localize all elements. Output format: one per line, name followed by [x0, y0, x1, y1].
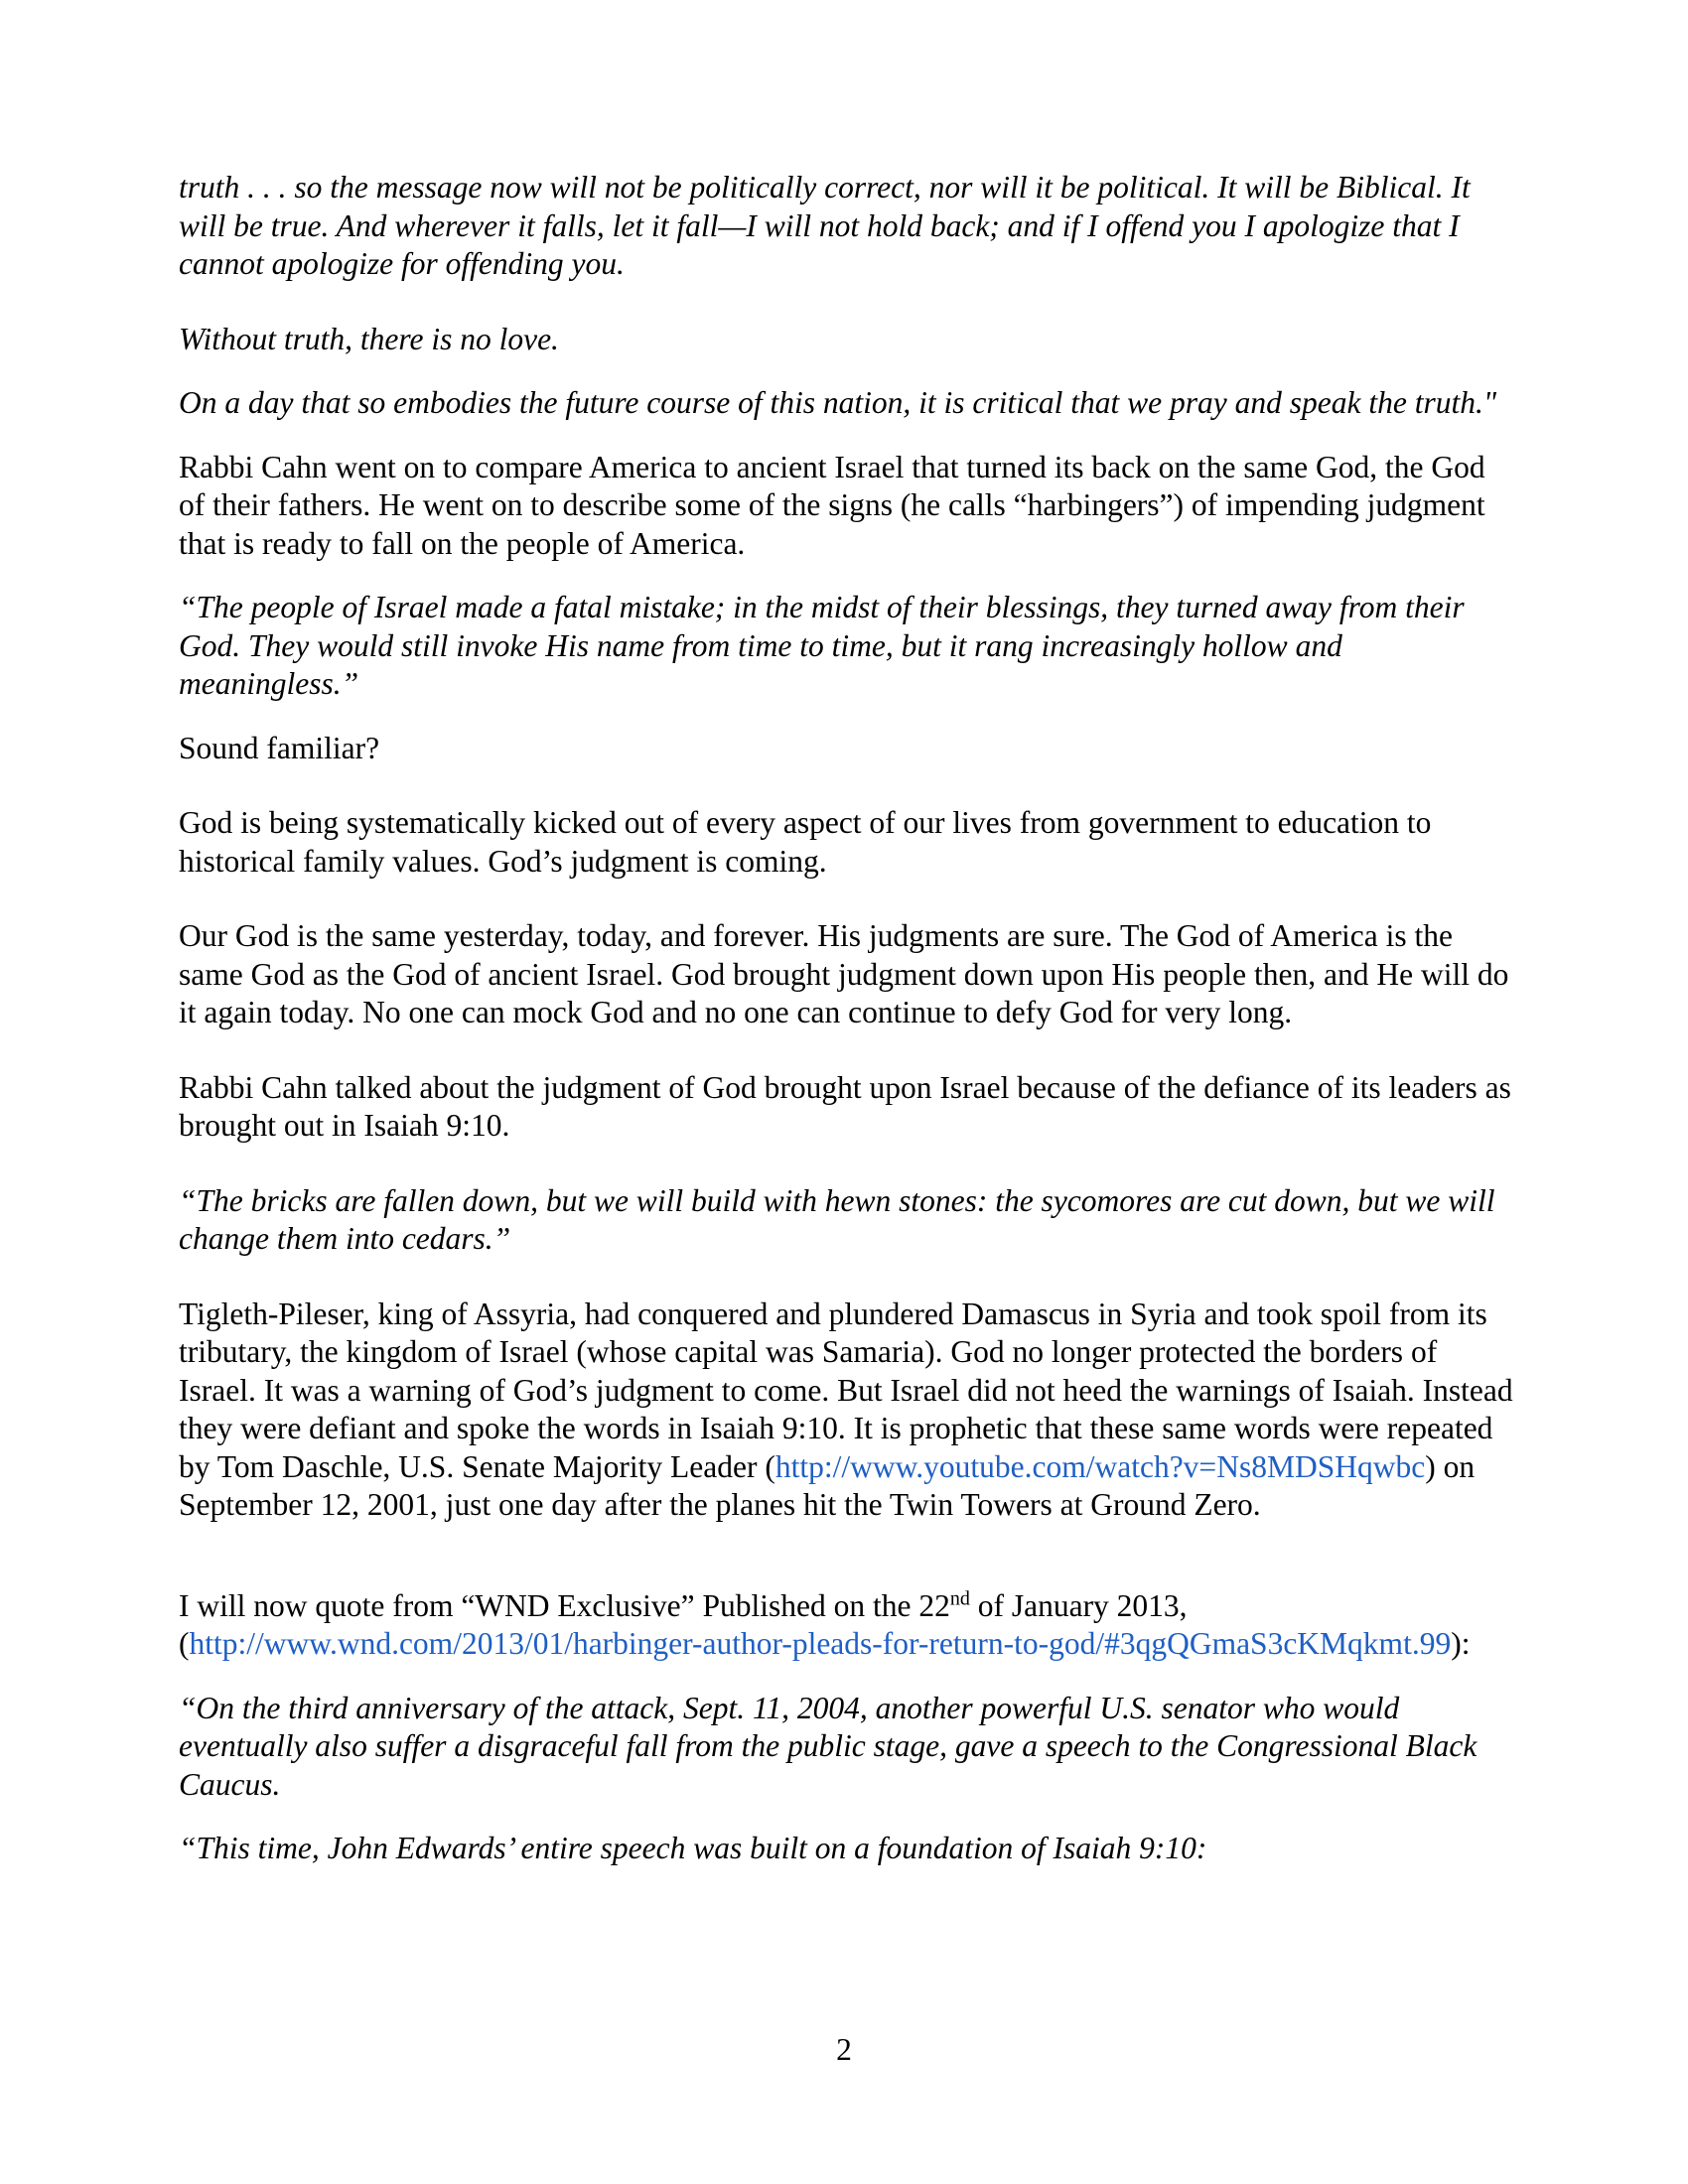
text-run: Tigleth-Pileser, king of Assyria, had conquered and plundered Damascus in Syria and took spoil from its tributary, the kingdom of Israel (whose capital was Samaria). God no longer protected the borders of Israel. It was a warning of God’s judgment to come. But Israel did not heed the warnings of Isaiah. Instead they were defiant and spoke the words in Isaiah 9:10. It is prophetic that these same words were repeated by Tom Daschle, U.S. Senate Majority Leader (	[179, 1296, 1513, 1484]
quote-continuation: truth . . . so the message now will not be politically correct, nor will it be political. It will be Biblical. It will be true. And wherever it falls, let it fall—I will not hold back; and if I offend you I apologize that I cannot apologize for offending you.	[179, 170, 1471, 281]
quote-paragraph: “On the third anniversary of the attack, Sept. 11, 2004, another powerful U.S. senator who would eventually also suffer a disgraceful fall from the public stage, gave a speech to the Congressional Black Caucus.	[179, 1690, 1477, 1802]
body-paragraph: Rabbi Cahn went on to compare America to ancient Israel that turned its back on the same God, the God of their fathers. He went on to describe some of the signs (he calls “harbingers”) of impending judgment that is ready to fall on the people of America.	[179, 449, 1485, 561]
ordinal-suffix: nd	[949, 1587, 970, 1609]
text-run: I will now quote from “WND Exclusive” Published on the 22	[179, 1587, 950, 1623]
body-paragraph	[179, 1296, 1514, 1525]
body-paragraph	[179, 1587, 1514, 1664]
page-number: 2	[836, 2032, 852, 2067]
quote-closing: On a day that so embodies the future course of this nation, it is critical that we pray and speak the truth."	[179, 385, 1497, 420]
document-body	[179, 169, 1514, 1868]
quote-paragraph: “The people of Israel made a fatal mistake; in the midst of their blessings, they turned away from their God. They would still invoke His name from time to time, but it rang increasingly hollow and meaningless.”	[179, 590, 1465, 701]
wnd-link[interactable]: http://www.wnd.com/2013/01/harbinger-author-pleads-for-return-to-god/#3qgQGmaS3cKMqkmt.99	[189, 1626, 1452, 1661]
body-paragraph: Rabbi Cahn talked about the judgment of God brought upon Israel because of the defiance of its leaders as brought out in Isaiah 9:10.	[179, 1069, 1511, 1143]
text-run: ) on September 12, 2001, just one day after the planes hit the Twin Towers at Ground Zero.	[179, 1448, 1476, 1522]
scripture-quote: “The bricks are fallen down, but we will build with hewn stones: the sycomores are cut down, but we will change them into cedars.”	[179, 1182, 1495, 1256]
text-run: of January 2013,	[969, 1587, 1188, 1623]
text-run: (	[179, 1626, 190, 1661]
text-run: ):	[1451, 1626, 1471, 1661]
body-paragraph: God is being systematically kicked out of every aspect of our lives from government to education to historical family values. God’s judgment is coming.	[179, 805, 1432, 879]
body-paragraph: Sound familiar?	[179, 730, 380, 765]
quote-line: Without truth, there is no love.	[179, 321, 559, 356]
youtube-link[interactable]: http://www.youtube.com/watch?v=Ns8MDSHqwbc	[774, 1448, 1426, 1484]
body-paragraph: Our God is the same yesterday, today, and forever. His judgments are sure. The God of America is the same God as the God of ancient Israel. God brought judgment down upon His people then, and He will do it again today. No one can mock God and no one can continue to defy God for very long.	[179, 918, 1509, 1029]
quote-paragraph: “This time, John Edwards’ entire speech was built on a foundation of Isaiah 9:10:	[179, 1831, 1207, 1865]
